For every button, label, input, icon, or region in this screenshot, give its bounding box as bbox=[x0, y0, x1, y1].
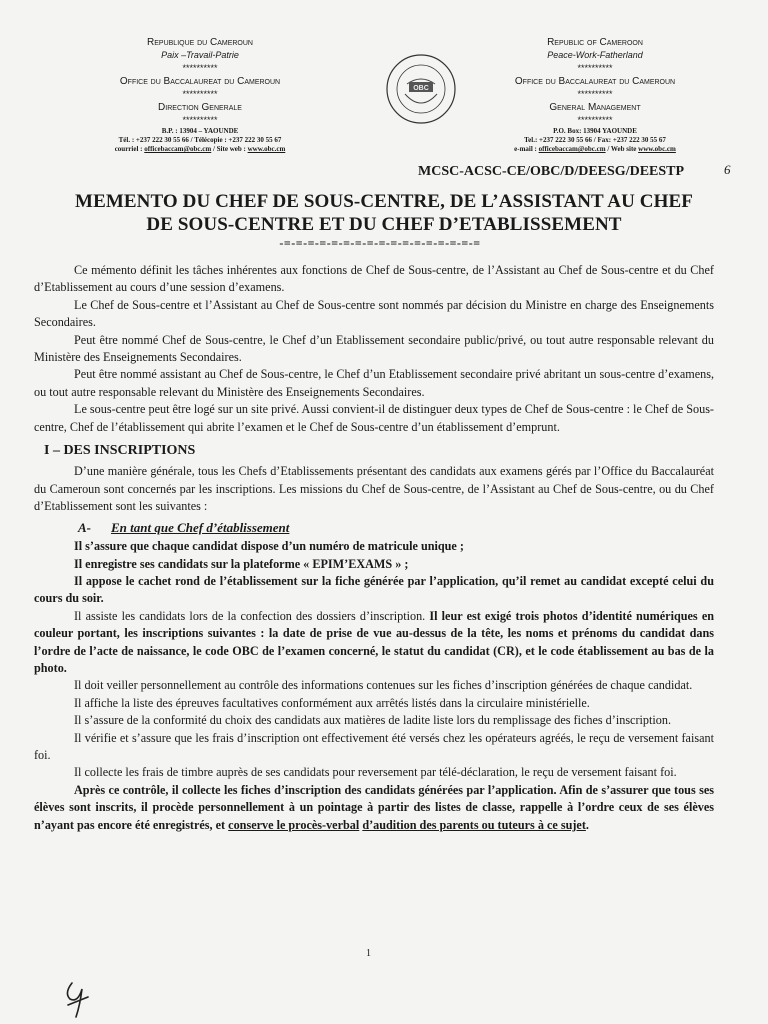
email-address: officebaccam@obc.cm bbox=[538, 145, 606, 153]
photo-requirements bbox=[34, 608, 714, 678]
paragraph: Il affiche la liste des épreuves facultatives conformément aux arrêtés listés dans la circulaire ministérielle. bbox=[74, 695, 590, 710]
postal-box-en: P.O. Box: 13904 YAOUNDE bbox=[553, 127, 637, 135]
subsection-title: En tant que Chef d’établissement bbox=[111, 519, 290, 535]
motto-en: Peace-Work-Fatherland bbox=[547, 50, 643, 60]
republic-fr: Republique du Cameroun bbox=[147, 37, 253, 48]
title-line-1: MEMENTO DU CHEF DE SOUS-CENTRE, DE L’ASSISTANT AU CHEF bbox=[75, 191, 693, 212]
contact-line bbox=[70, 145, 330, 154]
paragraph: Il vérifie et s’assure que les frais d’inscription ont effectivement été versés chez les opérateurs agréés, le reçu de versement faisant foi. bbox=[34, 730, 714, 762]
mail-prefix: courriel : bbox=[114, 145, 145, 153]
closing-underline-1: conserve le procès-verbal bbox=[228, 817, 360, 832]
stars: ********** bbox=[577, 89, 613, 99]
title-separator: -=-=-=-=-=-=-=-=-=-=-=-=-=-=-=-=-= bbox=[279, 236, 481, 250]
phone-line-en: Tel.: +237 222 30 55 66 / Fax: +237 222 30 55 67 bbox=[524, 136, 666, 144]
paragraph: Il collecte les frais de timbre auprès de ses candidats pour reversement par télé-déclaration, le reçu de versement faisant foi. bbox=[74, 765, 677, 780]
motto-fr: Paix –Travail-Patrie bbox=[161, 50, 239, 60]
office-name-en: Office du Baccalaureat du Cameroun bbox=[514, 76, 676, 87]
stars: ********** bbox=[577, 63, 613, 73]
stars: ********** bbox=[182, 115, 218, 125]
section-intro: D’une manière générale, tous les Chefs d’Etablissements présentant des candidats aux examens gérés par l’Office du Baccalauréat du Cameroun sont concernés par les inscriptions. Les missions du Chef de Sous-centre, de l’Assistant au Chef de Sous-centre, ou du Chef d’Etablissement sont les suivantes : bbox=[34, 464, 714, 514]
stars: ********** bbox=[182, 89, 218, 99]
document-body bbox=[34, 262, 714, 834]
header-right bbox=[465, 36, 725, 154]
intro-paragraph: Le Chef de Sous-centre et l’Assistant au Chef de Sous-centre sont nommés par décision du Ministre en charge des Enseignements Secondaires. bbox=[34, 297, 714, 330]
bold-item: Il s’assure que chaque candidat dispose d’un numéro de matricule unique ; bbox=[74, 539, 464, 554]
closing-underline-2: d’audition des parents ou tuteurs à ce sujet bbox=[362, 817, 586, 832]
email-address: officebaccam@obc.cm bbox=[144, 145, 212, 153]
closing-paragraph bbox=[34, 782, 714, 834]
stars: ********** bbox=[577, 115, 613, 125]
intro-paragraph: Peut être nommé Chef de Sous-centre, le Chef d’un Etablissement secondaire public/privé, ou tout autre responsable relevant du Ministère des Enseignements Secondaires. bbox=[34, 332, 714, 365]
web-prefix: / Site web : bbox=[211, 145, 248, 153]
phone-line: Tél. : +237 222 30 55 66 / Télécopie : +237 222 30 55 67 bbox=[118, 136, 282, 144]
bold-item: Il appose le cachet rond de l’établissement sur la fiche générée par l’application, qu’il remet au candidat excepté celui du cours du soir. bbox=[34, 573, 714, 606]
management-name: General Management bbox=[549, 102, 641, 113]
obc-seal-icon bbox=[375, 52, 467, 126]
page-title bbox=[20, 190, 748, 236]
paragraph: Il doit veiller personnellement au contrôle des informations contenues sur les fiches d’inscription générées de chaque candidat. bbox=[74, 678, 693, 693]
photo-text: Il assiste les candidats lors de la confection des dossiers d’inscription. bbox=[74, 608, 430, 623]
subsection-letter: A- bbox=[78, 519, 91, 535]
photo-text-bold: Il leur est exigé trois photos d’identité numériques en couleur portant, les inscriptions suivantes : la date de prise de vue au-dessus de la tête, les noms et prénoms du candidat dans l’ordre de l’acte de naissance, le code OBC de l’examen concerné, le statut du candidat (CR), et le code établissement au bas de la photo. bbox=[34, 608, 715, 675]
section-heading: I – DES INSCRIPTIONS bbox=[44, 443, 196, 459]
intro-paragraph: Le sous-centre peut être logé sur un site privé. Aussi convient-il de distinguer deux types de Chef de Sous-centre : le Chef de Sous-centre, Chef de l’établissement qui abrite l’examen et le Chef de Sous-centre d’un établissement d’emprunt. bbox=[34, 402, 714, 434]
closing-text: Après ce contrôle, il collecte les fiches d’inscription des candidats générées par l’application. Afin de s’assurer que tous ses élèves sont inscrits, il procède personnellement à un pointage à partir des listes de classe, rappelle à l’ordre ceux de ses élèves n’ayant pas encore été enregistrés, et bbox=[34, 782, 714, 832]
web-prefix: / Web site bbox=[605, 145, 639, 153]
intro-paragraph: Ce mémento définit les tâches inhérentes aux fonctions de Chef de Sous-centre, de l’Assistant au Chef de Sous-centre et du Chef d’Etablissement au cours d’une session d’examens. bbox=[34, 263, 714, 295]
header-left bbox=[70, 36, 330, 154]
document-reference: MCSC-ACSC-CE/OBC/D/DEESG/DEESTP bbox=[418, 164, 685, 179]
mail-prefix: e-mail : bbox=[514, 145, 539, 153]
page-number: 1 bbox=[366, 948, 371, 959]
handwritten-initial-icon bbox=[58, 975, 98, 1020]
republic-en: Republic of Cameroon bbox=[547, 37, 643, 48]
handwritten-mark: 6 bbox=[724, 162, 731, 177]
contact-line-en bbox=[465, 145, 725, 154]
seal-center: OBC bbox=[413, 85, 429, 92]
website: www.obc.cm bbox=[247, 145, 286, 153]
closing-end: . bbox=[585, 817, 589, 832]
paragraph: Il s’assure de la conformité du choix des candidats aux matières de ladite liste lors du remplissage des fiches d’inscription. bbox=[74, 713, 672, 728]
bold-item: Il enregistre ses candidats sur la plateforme « EPIM’EXAMS » ; bbox=[74, 556, 409, 571]
intro-paragraph: Peut être nommé assistant au Chef de Sous-centre, le Chef d’un Etablissement secondaire privé abritant un sous-centre d’examens, ou tout autre responsable relevant du Ministère des Enseignements Secondaires. bbox=[34, 367, 714, 399]
website: www.obc.cm bbox=[638, 145, 676, 153]
title-line-2: DE SOUS-CENTRE ET DU CHEF D’ETABLISSEMENT bbox=[146, 214, 622, 235]
office-name: Office du Baccalaureat du Cameroun bbox=[119, 76, 281, 87]
subsection-heading bbox=[78, 519, 714, 536]
stars: ********** bbox=[182, 63, 218, 73]
postal-box: B.P. : 13904 – YAOUNDE bbox=[161, 127, 239, 135]
direction-name: Direction Generale bbox=[158, 102, 242, 113]
